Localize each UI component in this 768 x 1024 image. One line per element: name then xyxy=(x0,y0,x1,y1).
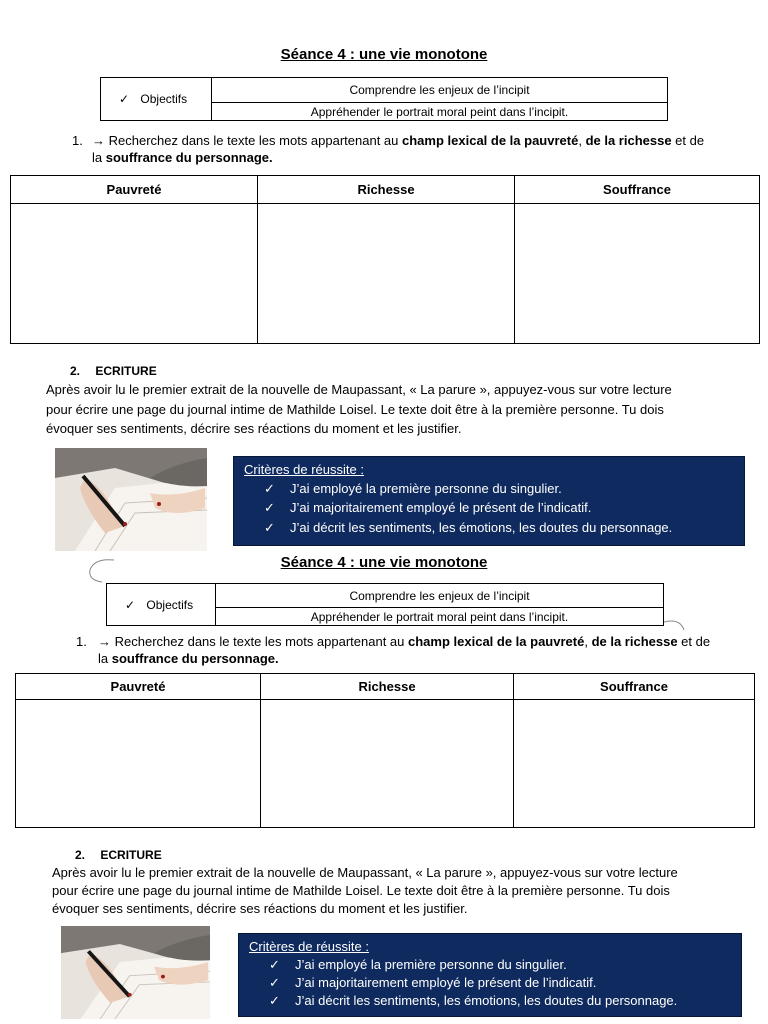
column-header-pauvrete: Pauvreté xyxy=(11,176,258,204)
column-header-souffrance: Souffrance xyxy=(514,674,755,700)
section-heading: ECRITURE xyxy=(95,364,157,378)
check-icon: ✓ xyxy=(269,993,280,1008)
criteria-title: Critères de réussite : xyxy=(244,462,364,477)
objectives-label-cell xyxy=(101,78,212,121)
writing-instructions xyxy=(46,380,756,439)
criteria-title: Critères de réussite : xyxy=(249,939,369,954)
question-text-part: , xyxy=(584,634,592,649)
column-header-richesse: Richesse xyxy=(258,176,515,204)
criteria-text: J’ai majoritairement employé le présent de l’indicatif. xyxy=(290,500,592,515)
question-keyword: champ lexical de la pauvreté xyxy=(402,133,579,148)
answer-cell[interactable] xyxy=(16,700,261,828)
objective-item: Comprendre les enjeux de l’incipit xyxy=(212,78,668,103)
question-text-part: et de la xyxy=(92,133,705,165)
instruction-line: évoquer ses sentiments, décrire ses réactions du moment et les justifier. xyxy=(52,901,468,916)
instruction-line: évoquer ses sentiments, décrire ses réactions du moment et les justifier. xyxy=(46,421,462,436)
writing-hand-illustration xyxy=(55,448,207,551)
objective-item: Appréhender le portrait moral peint dans l’incipit. xyxy=(212,103,668,121)
question-keyword: souffrance du personnage. xyxy=(111,651,279,666)
writing-hand-icon xyxy=(55,448,207,551)
page-title: Séance 4 : une vie monotone xyxy=(280,46,488,63)
question-text-part: → Recherchez dans le texte les mots appartenant au xyxy=(92,133,403,148)
question-keyword: champ lexical de la pauvreté xyxy=(408,634,585,649)
question-text-part: → Recherchez dans le texte les mots appartenant au xyxy=(98,634,409,649)
question-keyword: de la richesse xyxy=(591,634,678,649)
writing-hand-illustration xyxy=(61,926,210,1019)
criteria-text: J’ai décrit les sentiments, les émotions, les doutes du personnage. xyxy=(295,993,678,1008)
question-text-part: , xyxy=(578,133,586,148)
column-header-richesse: Richesse xyxy=(261,674,514,700)
section-number: 2. xyxy=(75,848,86,862)
objective-item: Appréhender le portrait moral peint dans l’incipit. xyxy=(216,608,664,626)
success-criteria-box xyxy=(233,456,745,546)
instruction-line: Après avoir lu le premier extrait de la nouvelle de Maupassant, « La parure », appuyez-vous sur votre lecture xyxy=(52,865,678,880)
objectives-table xyxy=(100,77,668,121)
answer-cell[interactable] xyxy=(261,700,514,828)
instruction-line: pour écrire une page du journal intime de Mathilde Loisel. Le texte doit être à la première personne. Tu dois xyxy=(52,883,670,898)
check-icon: ✓ xyxy=(264,500,275,515)
criteria-text: J’ai employé la première personne du singulier. xyxy=(290,481,562,496)
check-icon: ✓ xyxy=(125,597,136,612)
writing-heading xyxy=(75,848,162,862)
writing-heading xyxy=(70,364,157,378)
column-header-pauvrete: Pauvreté xyxy=(16,674,261,700)
criteria-text: J’ai majoritairement employé le présent de l’indicatif. xyxy=(295,975,597,990)
lexical-field-table xyxy=(10,175,760,344)
objectives-table xyxy=(106,583,664,626)
lexical-field-table xyxy=(15,673,755,828)
criteria-text: J’ai employé la première personne du singulier. xyxy=(295,957,567,972)
objectives-label: Objectifs xyxy=(140,92,188,106)
column-header-souffrance: Souffrance xyxy=(515,176,760,204)
check-icon: ✓ xyxy=(264,520,275,535)
question-keyword: de la richesse xyxy=(585,133,672,148)
question-text xyxy=(98,633,716,667)
page-title: Séance 4 : une vie monotone xyxy=(280,554,488,571)
objective-item: Comprendre les enjeux de l’incipit xyxy=(216,584,664,608)
question-text-part: et de la xyxy=(98,634,711,666)
question-text xyxy=(92,132,712,166)
objectives-label: Objectifs xyxy=(146,597,194,612)
answer-cell[interactable] xyxy=(515,204,760,344)
section-heading: ECRITURE xyxy=(100,848,162,862)
check-icon: ✓ xyxy=(119,92,130,106)
writing-hand-icon xyxy=(61,926,210,1019)
question-number: 1. xyxy=(76,634,87,649)
check-icon: ✓ xyxy=(269,957,280,972)
success-criteria-box xyxy=(238,933,742,1017)
objectives-label-cell xyxy=(107,584,216,626)
check-icon: ✓ xyxy=(269,975,280,990)
question-number: 1. xyxy=(72,133,83,148)
answer-cell[interactable] xyxy=(11,204,258,344)
check-icon: ✓ xyxy=(264,481,275,496)
answer-cell[interactable] xyxy=(258,204,515,344)
answer-cell[interactable] xyxy=(514,700,755,828)
question-keyword: souffrance du personnage. xyxy=(105,150,273,165)
instruction-line: Après avoir lu le premier extrait de la nouvelle de Maupassant, « La parure », appuyez-vous sur votre lecture xyxy=(46,382,672,397)
instruction-line: pour écrire une page du journal intime de Mathilde Loisel. Le texte doit être à la première personne. Tu dois xyxy=(46,401,664,417)
criteria-text: J’ai décrit les sentiments, les émotions, les doutes du personnage. xyxy=(290,520,673,535)
section-number: 2. xyxy=(70,364,81,378)
writing-instructions xyxy=(52,864,762,918)
